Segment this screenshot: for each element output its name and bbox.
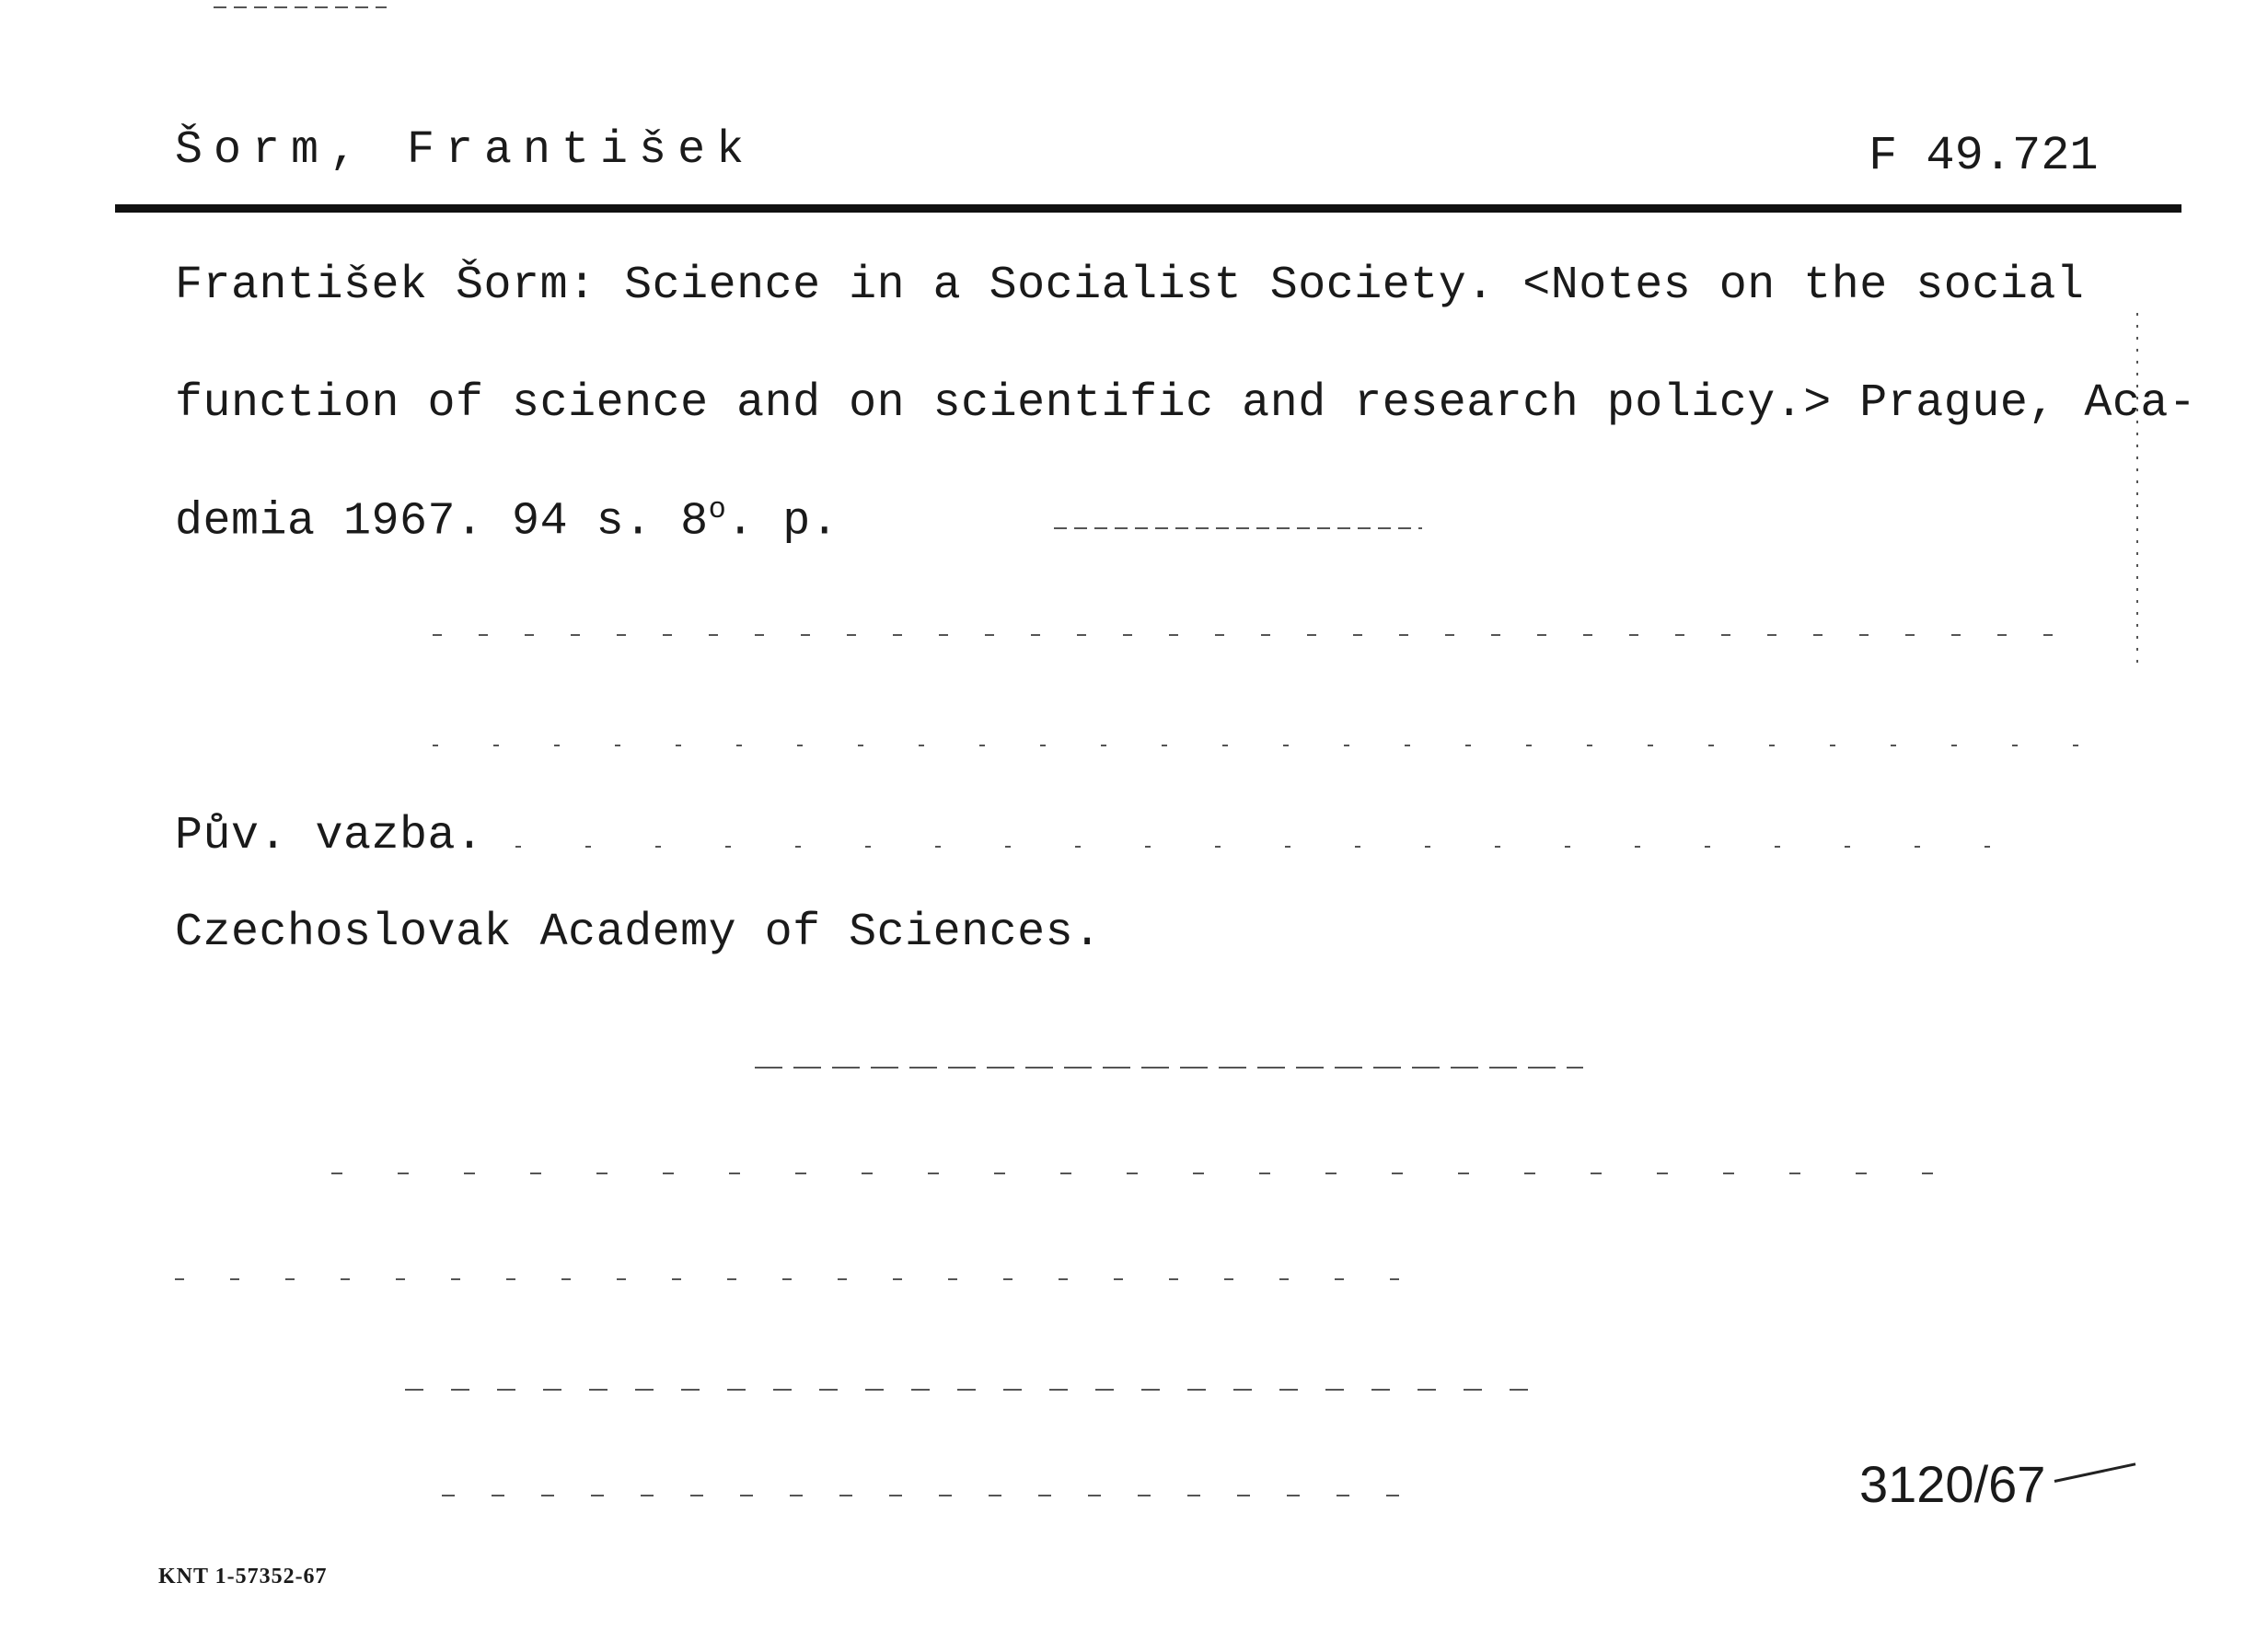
title-line-1: František Šorm: Science in a Socialist Society. <Notes on the social <box>175 260 2085 312</box>
card-print-code: KNT 1-57352-67 <box>158 1565 328 1589</box>
title-line-2: function of science and on scientific and research policy.> Prague, Aca- <box>175 377 2197 430</box>
shelfmark: F 49.721 <box>1869 129 2099 183</box>
accession-number: 3120/67 <box>1859 1455 2046 1513</box>
imprint-tail: . p. <box>726 495 839 549</box>
subject-entry: Czechoslovak Academy of Sciences. <box>175 907 1102 959</box>
imprint-line <box>175 492 839 549</box>
format-degree: o <box>708 492 727 526</box>
binding-note: Pův. vazba. <box>175 810 484 862</box>
heading-rule <box>115 204 2181 213</box>
accession-pen-stroke <box>2054 1462 2136 1483</box>
author-heading: Šorm, František <box>175 124 756 177</box>
imprint-text: demia 1967. 94 s. 8 <box>175 495 709 549</box>
